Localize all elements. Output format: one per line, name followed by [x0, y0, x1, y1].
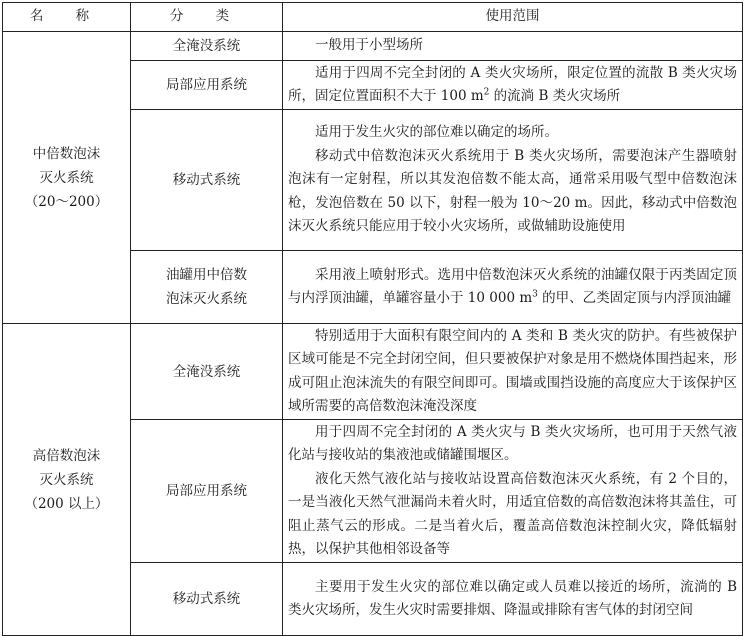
category-cell: 全淹没系统	[131, 32, 283, 61]
scope-cell: 一般用于小型场所	[283, 32, 743, 61]
category-cell: 移动式系统	[131, 563, 283, 636]
scope-cell: 适用于发生火灾的部位难以确定的场所。 移动式中倍数泡沫灭火系统用于 B 类火灾场所，需要泡沫产生器喷射泡沫有一定射程，所以其发泡倍数不能太高，通常采用吸气型中倍数泡沫枪，发泡倍数在 50 以下，射程一般为 10～20 m。因此，移动式中倍数泡沫灭火系统只能应用于较小火灾场所，或做辅助设施使用	[283, 110, 743, 251]
scope-cell: 用于四周不完全封闭的 A 类火灾与 B 类火灾场所，也可用于天然气液化站与接收站的集液池或储罐围堰区。 液化天然气液化站与接收站设置高倍数泡沫灭火系统，有 2 个目的，一是当液化天然气泄漏尚未着火时，用适宜倍数的高倍数泡沫将其盖住，可阻止蒸气云的形成。二是当着火后，覆盖高倍数泡沫控制火灾，降低辐射热，以保护其他相邻设备等	[283, 420, 743, 563]
group-name-medium: 中倍数泡沫 灭火系统 （20～200）	[3, 32, 131, 324]
category-cell: 全淹没系统	[131, 324, 283, 420]
scope-cell: 主要用于发生火灾的部位难以确定或人员难以接近的场所，流淌的 B 类火灾场所，发生火灾时需要排烟、降温或排除有害气体的封闭空间	[283, 563, 743, 636]
category-cell: 局部应用系统	[131, 61, 283, 110]
category-cell: 移动式系统	[131, 110, 283, 251]
table-header-row	[3, 3, 743, 32]
header-scope: 使用范围	[283, 3, 743, 32]
header-category: 分 类	[131, 3, 283, 32]
group-name-high: 高倍数泡沫 灭火系统 （200 以上）	[3, 324, 131, 636]
category-cell: 油罐用中倍数 泡沫灭火系统	[131, 251, 283, 324]
category-cell: 局部应用系统	[131, 420, 283, 563]
header-name: 名 称	[3, 3, 131, 32]
table-row	[3, 324, 743, 420]
scope-cell: 适用于四周不完全封闭的 A 类火灾场所，限定位置的流散 B 类火灾场所，固定位置面积不大于 100 $m^2$ 的流淌 B 类火灾场所	[283, 61, 743, 110]
scope-cell: 采用液上喷射形式。选用中倍数泡沫灭火系统的油罐仅限于丙类固定顶与内浮顶油罐，单罐容量小于 10 000 $m^3$ 的甲、乙类固定顶与内浮顶油罐	[283, 251, 743, 324]
scope-cell: 特别适用于大面积有限空间内的 A 类和 B 类火灾的防护。有些被保护区域可能是不完全封闭空间，但只要被保护对象是用不燃烧体围挡起来，形成可阻止泡沫流失的有限空间即可。围墙或围挡设施的高度应大于该保护区域所需要的高倍数泡沫淹没深度	[283, 324, 743, 420]
foam-system-table	[2, 2, 743, 636]
table-row	[3, 32, 743, 61]
